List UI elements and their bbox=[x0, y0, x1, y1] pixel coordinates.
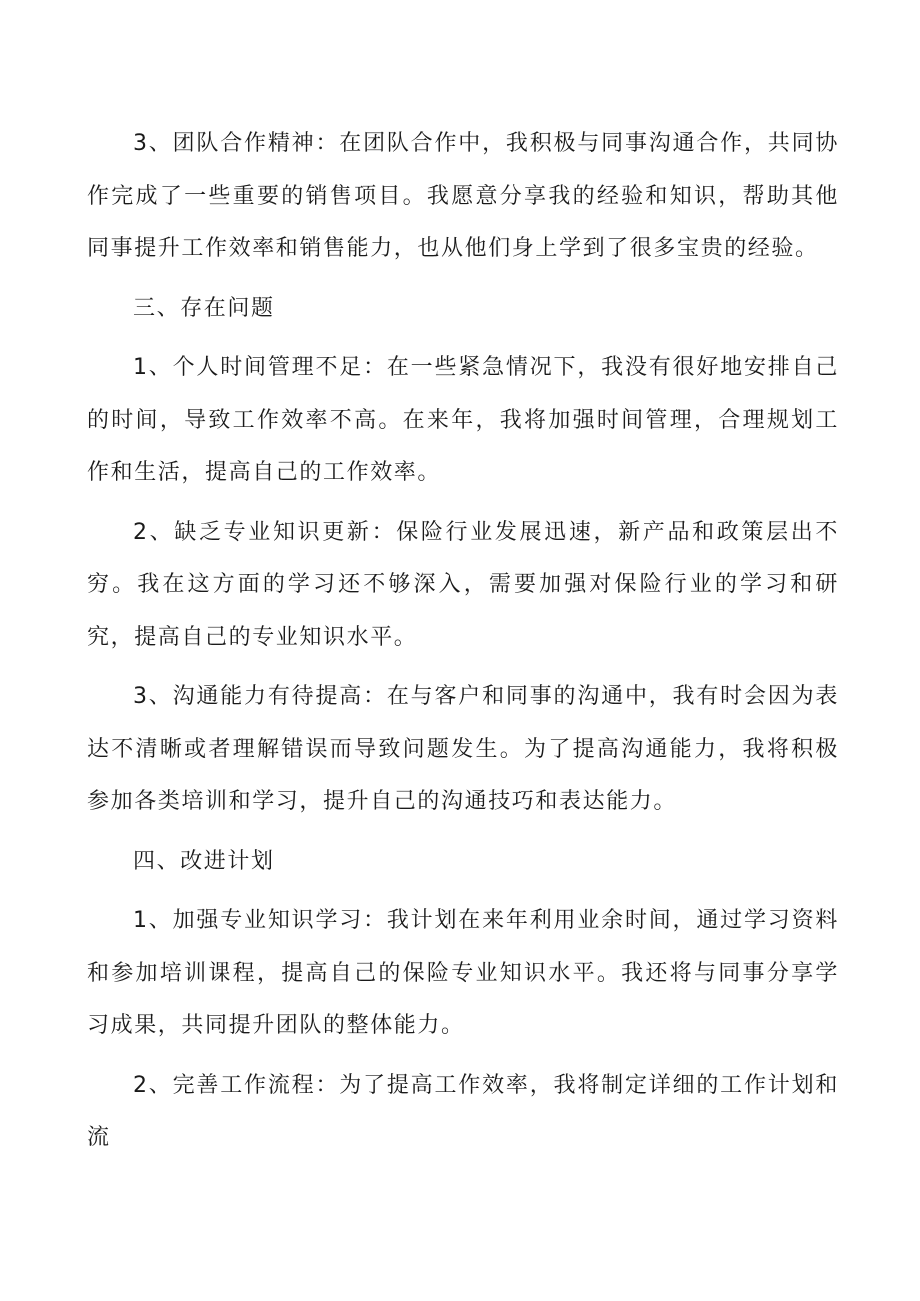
paragraph-communication: 3、沟通能力有待提高：在与客户和同事的沟通中，我有时会因为表达不清晰或者理解错误而导致问题发生。为了提高沟通能力，我将积极参加各类培训和学习，提升自己的沟通技巧和表达能力。 bbox=[87, 684, 839, 814]
paragraph-time-management: 1、个人时间管理不足：在一些紧急情况下，我没有很好地安排自己的时间，导致工作效率不高。在来年，我将加强时间管理，合理规划工作和生活，提高自己的工作效率。 bbox=[87, 355, 839, 485]
paragraph-knowledge-update: 2、缺乏专业知识更新：保险行业发展迅速，新产品和政策层出不穷。我在这方面的学习还不够深入，需要加强对保险行业的学习和研究，提高自己的专业知识水平。 bbox=[87, 519, 839, 650]
paragraph-team-spirit: 3、团队合作精神：在团队合作中，我积极与同事沟通合作，共同协作完成了一些重要的销售项目。我愿意分享我的经验和知识，帮助其他同事提升工作效率和销售能力，也从他们身上学到了很多宝贵的经验。 bbox=[87, 131, 839, 261]
section-heading-problems: 三、存在问题 bbox=[133, 295, 275, 321]
section-heading-improvement-plan: 四、改进计划 bbox=[133, 848, 275, 874]
paragraph-strengthen-learning: 1、加强专业知识学习：我计划在来年利用业余时间，通过学习资料和参加培训课程，提高自己的保险专业知识水平。我还将与同事分享学习成果，共同提升团队的整体能力。 bbox=[87, 908, 839, 1038]
paragraph-improve-workflow: 2、完善工作流程：为了提高工作效率，我将制定详细的工作计划和流 bbox=[87, 1072, 839, 1150]
document-body bbox=[87, 118, 839, 1165]
